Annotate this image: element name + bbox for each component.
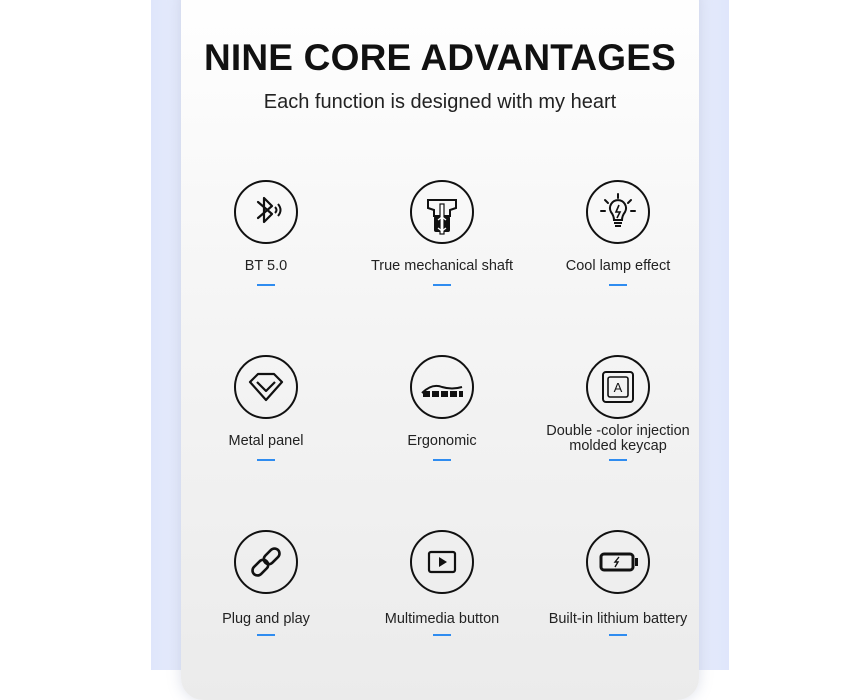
- keycap-icon: [586, 355, 650, 419]
- feature-lamp: [533, 180, 703, 300]
- feature-label: Cool lamp effect: [565, 258, 671, 274]
- accent-dash: [433, 634, 451, 636]
- feature-label: BT 5.0: [244, 258, 288, 274]
- link-icon: [234, 530, 298, 594]
- accent-dash: [433, 459, 451, 461]
- accent-dash: [257, 459, 275, 461]
- mechanical-switch-icon: [410, 180, 474, 244]
- feature-ergonomic: [357, 355, 527, 475]
- bluetooth-icon: [234, 180, 298, 244]
- feature-multimedia: [357, 530, 527, 650]
- accent-dash: [609, 634, 627, 636]
- diamond-icon: [234, 355, 298, 419]
- keyboard-profile-icon: [410, 355, 474, 419]
- accent-dash: [609, 284, 627, 286]
- feature-label: Multimedia button: [384, 611, 500, 627]
- feature-battery: [533, 530, 703, 650]
- feature-label-line: molded keycap: [569, 438, 667, 454]
- feature-label: Plug and play: [222, 611, 310, 627]
- play-button-icon: [410, 530, 474, 594]
- accent-dash: [609, 459, 627, 461]
- accent-dash: [257, 284, 275, 286]
- feature-label-line: Double -color injection: [546, 423, 690, 439]
- feature-keycap: [533, 355, 703, 475]
- page-title: NINE CORE ADVANTAGES: [203, 37, 676, 78]
- feature-label: Metal panel: [228, 433, 304, 449]
- feature-label: True mechanical shaft: [370, 258, 514, 274]
- keycap-letter: A: [613, 380, 623, 395]
- light-bulb-icon: [586, 180, 650, 244]
- feature-mechanical-shaft: [357, 180, 527, 300]
- feature-label: Built-in lithium battery: [548, 611, 688, 627]
- feature-metal-panel: [181, 355, 351, 475]
- page-subtitle: Each function is designed with my heart: [263, 91, 617, 113]
- feature-label: Ergonomic: [407, 433, 477, 449]
- feature-plug-and-play: [181, 530, 351, 650]
- accent-dash: [257, 634, 275, 636]
- feature-label: [523, 424, 713, 454]
- accent-dash: [433, 284, 451, 286]
- feature-bt: [181, 180, 351, 300]
- battery-icon: [586, 530, 650, 594]
